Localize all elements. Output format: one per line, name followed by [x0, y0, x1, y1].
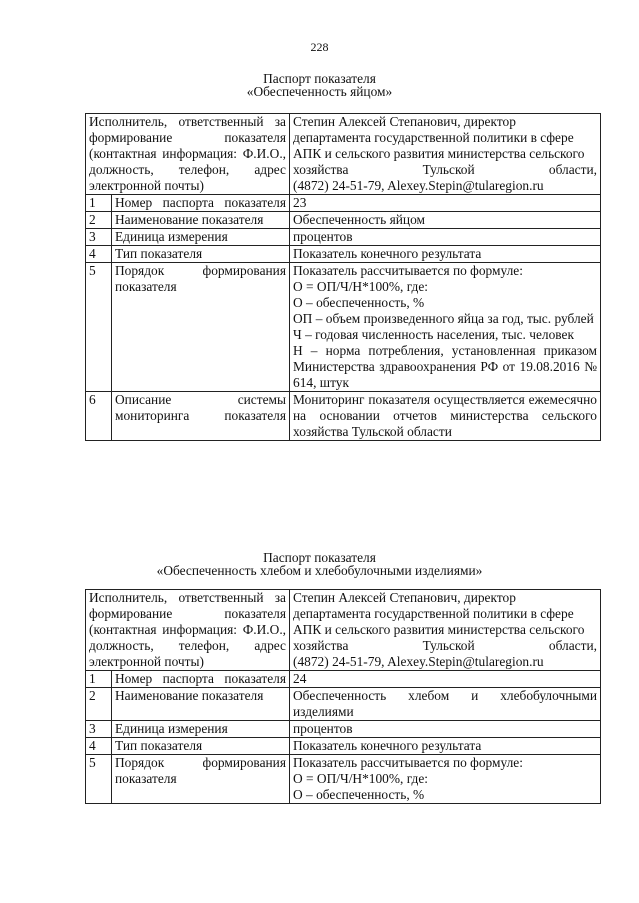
table-row	[86, 721, 601, 738]
passport-title-line1: Паспорт показателя	[263, 71, 376, 86]
executor-value-text: Степин Алексей Степанович, директор департамента государственной политики в сфере АПК и сельского развития министерства сельского хозяйства Тульской области,	[293, 590, 597, 653]
table-row	[86, 229, 601, 246]
executor-label: Исполнитель, ответственный за формирование показателя (контактная информация: Ф.И.О., должность, телефон, адрес электронной почты)	[86, 590, 290, 671]
row-value: Показатель конечного результата	[290, 738, 601, 755]
row-label: Номер паспорта показателя	[112, 195, 290, 212]
row-label: Наименование показателя	[112, 212, 290, 229]
row-value: 23	[290, 195, 601, 212]
formula-line: О – обеспеченность, %	[293, 787, 425, 802]
formula-line: О = ОП/Ч/Н*100%, где:	[293, 771, 429, 786]
executor-contact: (4872) 24-51-79, Alexey.Stepin@tularegion.ru	[293, 178, 544, 193]
row-value: Обеспеченность хлебом и хлебобулочными изделиями	[290, 688, 601, 721]
executor-value	[290, 590, 601, 671]
row-value: Обеспеченность яйцом	[290, 212, 601, 229]
row-value: Показатель конечного результата	[290, 246, 601, 263]
table-row	[86, 263, 601, 392]
row-value: процентов	[290, 229, 601, 246]
row-label: Тип показателя	[112, 738, 290, 755]
row-label: Порядок формирования показателя	[112, 263, 290, 392]
table-row	[86, 212, 601, 229]
passport-title-line2: «Обеспеченность хлебом и хлебобулочными изделиями»	[156, 563, 483, 578]
table-row	[86, 392, 601, 441]
row-label: Единица измерения	[112, 721, 290, 738]
page-number: 228	[310, 40, 329, 54]
table-row	[86, 195, 601, 212]
row-number: 1	[86, 195, 112, 212]
row-number: 3	[86, 229, 112, 246]
executor-value	[290, 114, 601, 195]
executor-row	[86, 114, 601, 195]
passport-title-line1: Паспорт показателя	[263, 550, 376, 565]
table-row	[86, 688, 601, 721]
row-label: Порядок формирования показателя	[112, 755, 290, 804]
row-label: Тип показателя	[112, 246, 290, 263]
formula-line: О – обеспеченность, %	[293, 295, 425, 310]
table-row	[86, 246, 601, 263]
formula-line: ОП – объем произведенного яйца за год, тыс. рублей	[293, 311, 594, 326]
formula-line: Показатель рассчитывается по формуле:	[293, 755, 523, 770]
formula-line: О = ОП/Ч/Н*100%, где:	[293, 279, 429, 294]
row-label: Наименование показателя	[112, 688, 290, 721]
formula-line: Ч – годовая численность населения, тыс. человек	[293, 327, 574, 342]
row-number: 3	[86, 721, 112, 738]
row-number: 4	[86, 738, 112, 755]
formula-line: Н – норма потребления, установленная приказом Министерства здравоохранения РФ от 19.08.2016 № 614, штук	[293, 343, 597, 390]
row-number: 2	[86, 688, 112, 721]
row-value: 24	[290, 671, 601, 688]
formula-line: Показатель рассчитывается по формуле:	[293, 263, 523, 278]
row-value	[290, 263, 601, 392]
row-label: Единица измерения	[112, 229, 290, 246]
row-value: Мониторинг показателя осуществляется ежемесячно на основании отчетов министерства сельского хозяйства Тульской области	[290, 392, 601, 441]
table-row	[86, 738, 601, 755]
passport-title-line2: «Обеспеченность яйцом»	[246, 84, 393, 99]
row-label: Описание системы мониторинга показателя	[112, 392, 290, 441]
row-value: процентов	[290, 721, 601, 738]
executor-value-text: Степин Алексей Степанович, директор департамента государственной политики в сфере АПК и сельского развития министерства сельского хозяйства Тульской области,	[293, 114, 597, 177]
executor-contact: (4872) 24-51-79, Alexey.Stepin@tularegion.ru	[293, 654, 544, 669]
table-row	[86, 671, 601, 688]
row-number: 1	[86, 671, 112, 688]
row-number: 4	[86, 246, 112, 263]
row-label: Номер паспорта показателя	[112, 671, 290, 688]
executor-row	[86, 590, 601, 671]
passport-title	[0, 551, 639, 577]
passport-table	[85, 113, 601, 441]
passport-table	[85, 589, 601, 804]
row-number: 5	[86, 263, 112, 392]
row-number: 2	[86, 212, 112, 229]
executor-label: Исполнитель, ответственный за формирование показателя (контактная информация: Ф.И.О., должность, телефон, адрес электронной почты)	[86, 114, 290, 195]
row-number: 5	[86, 755, 112, 804]
table-row	[86, 755, 601, 804]
row-value	[290, 755, 601, 804]
passport-title	[0, 72, 639, 98]
row-number: 6	[86, 392, 112, 441]
